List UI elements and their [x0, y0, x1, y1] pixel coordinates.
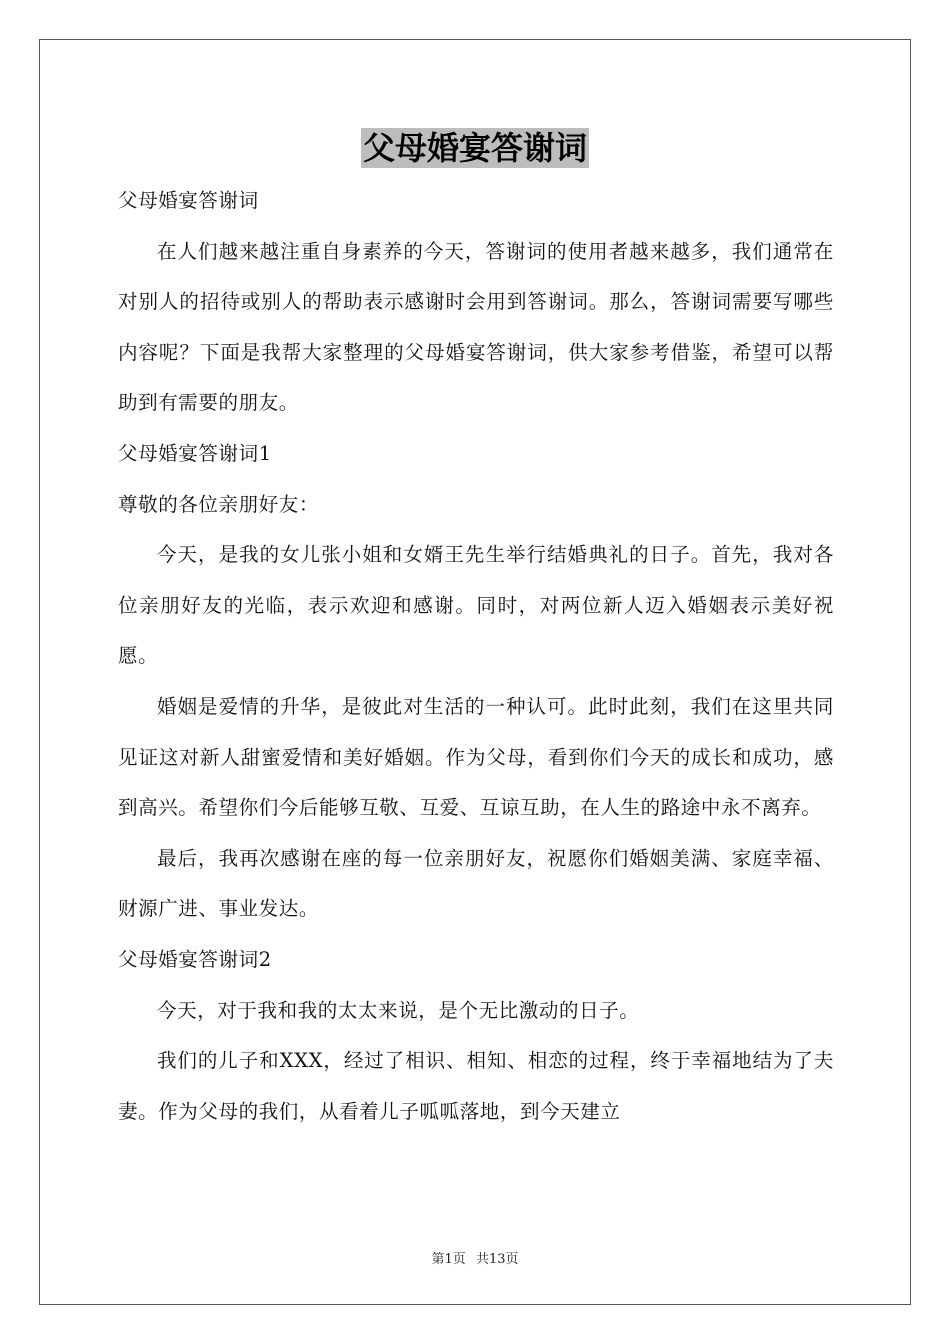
body-paragraph: 婚姻是爱情的升华，是彼此对生活的一种认可。此时此刻，我们在这里共同见证这对新人甜蜜爱情和美好婚姻。作为父母，看到你们今天的成长和成功，感到高兴。希望你们今后能够互敬、互爱、互谅互助，在人生的路途中永不离弃。 — [118, 694, 834, 820]
body-paragraph: 最后，我再次感谢在座的每一位亲朋好友，祝愿你们婚姻美满、家庭幸福、财源广进、事业发达。 — [118, 846, 834, 921]
section-heading: 尊敬的各位亲朋好友： — [118, 492, 320, 516]
body-paragraph: 今天，对于我和我的太太来说，是个无比激动的日子。 — [157, 998, 640, 1022]
title-container — [0, 128, 950, 168]
page-number: 第1页 — [431, 1252, 466, 1267]
body-paragraph: 今天，是我的女儿张小姐和女婿王先生举行结婚典礼的日子。首先，我对各位亲朋好友的光临，表示欢迎和感谢。同时，对两位新人迈入婚姻表示美好祝愿。 — [118, 543, 834, 668]
document-body — [118, 176, 834, 1137]
body-paragraph: 我们的儿子和XXX，经过了相识、相知、相恋的过程，终于幸福地结为了夫妻。作为父母的我们，从看着儿子呱呱落地，到今天建立 — [118, 1049, 834, 1123]
page-footer — [0, 1248, 950, 1267]
document-title: 父母婚宴答谢词 — [362, 129, 587, 167]
section-heading: 父母婚宴答谢词2 — [118, 947, 272, 971]
section-heading: 父母婚宴答谢词 — [118, 189, 259, 212]
page-total: 共13页 — [475, 1252, 519, 1267]
section-heading: 父母婚宴答谢词1 — [118, 441, 272, 465]
body-paragraph: 在人们越来越注重自身素养的今天，答谢词的使用者越来越多，我们通常在对别人的招待或别人的帮助表示感谢时会用到答谢词。那么，答谢词需要写哪些内容呢？下面是我帮大家整理的父母婚宴答谢词，供大家参考借鉴，希望可以帮助到有需要的朋友。 — [118, 239, 834, 415]
